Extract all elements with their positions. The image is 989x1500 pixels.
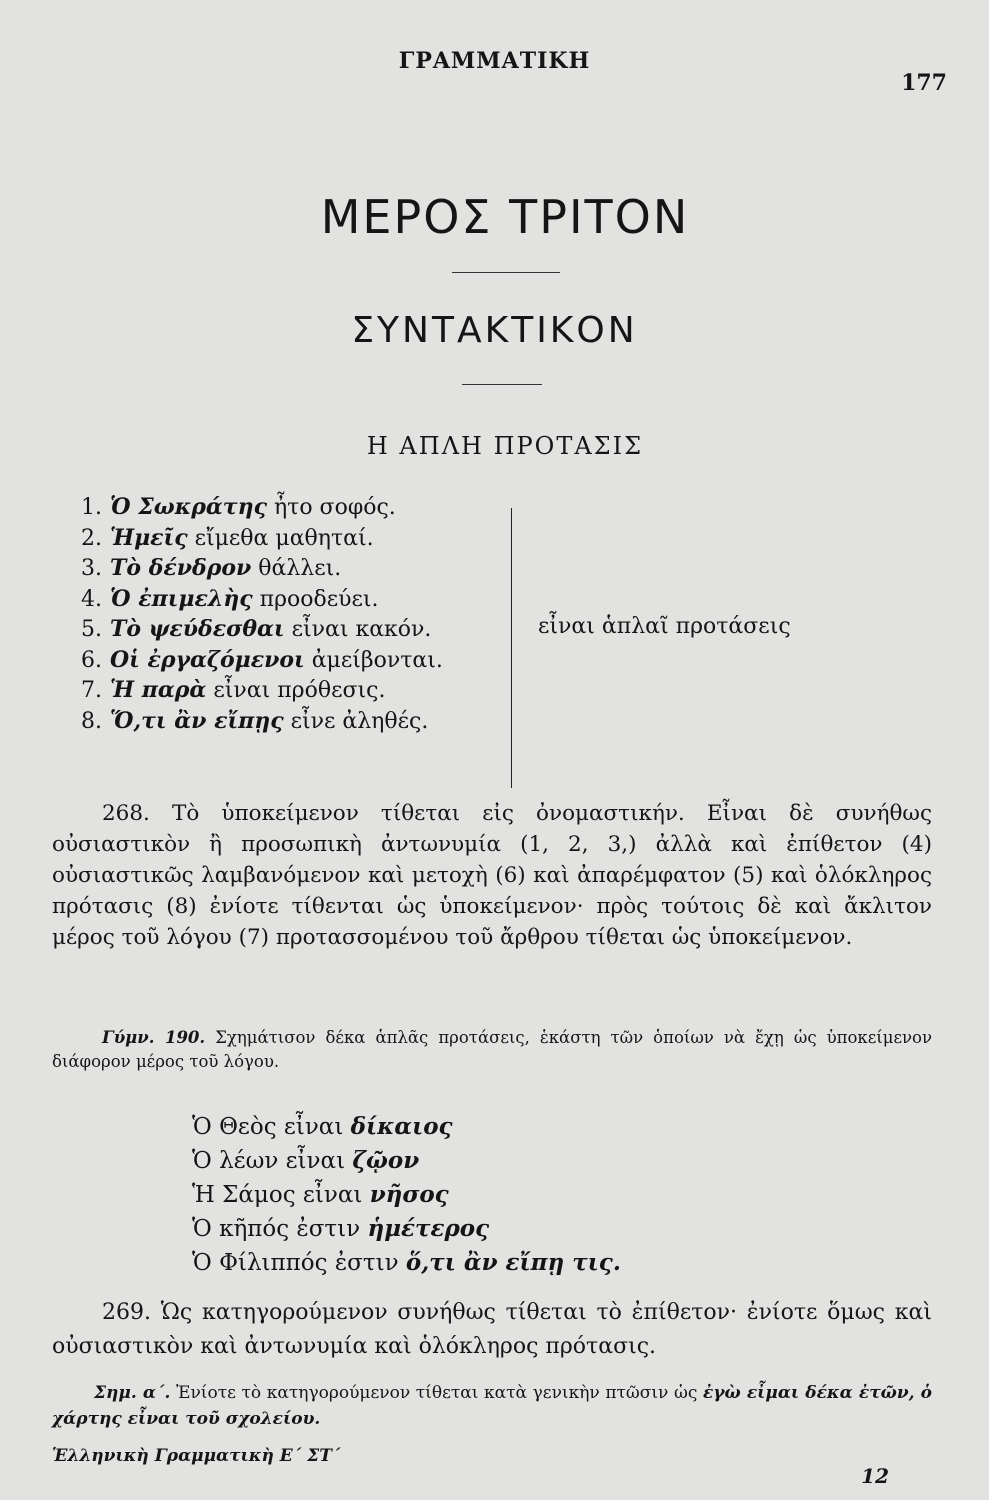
book-title-footer: Ἑλληνικὴ Γραμματικὴ Ε΄ ΣΤ΄ <box>52 1446 341 1466</box>
running-title: ΓΡΑΜΜΑΤΙΚΗ <box>398 48 591 74</box>
sub-title: ΣΥΝΤΑΚΤΙΚΟΝ <box>351 310 638 351</box>
list-item: 1. Ὁ Σωκράτης ἦτο σοφός. <box>81 494 396 520</box>
list-item: Ὁ Θεὸς εἶναι δίκαιος <box>192 1113 453 1140</box>
list-item: Ὁ Φίλιππός ἐστιν ὅ,τι ἂν εἴπῃ τις. <box>192 1249 621 1276</box>
section-title: Η ΑΠΛΗ ΠΡΟΤΑΣΙΣ <box>366 432 644 460</box>
example-list <box>70 492 443 736</box>
list-item: 2. Ἡμεῖς εἴμεθα μαθηταί. <box>81 524 374 551</box>
note-alpha: Σημ. α΄. Ἐνίοτε τὸ κατηγορούμενον τίθεται κατὰ γενικὴν πτῶσιν ὡς ἐγὼ εἶμαι δέκα ἐτῶν, ὁ χάρτης εἶναι τοῦ σχολείου. <box>52 1383 932 1429</box>
list-item: 3. Τὸ δένδρον θάλλει. <box>81 555 342 581</box>
paragraph-268: 268. Τὸ ὑποκείμενον τίθεται εἰς ὀνομαστικήν. Εἶναι δὲ συνήθως οὐσιαστικὸν ἢ προσωπικὴ ἀντωνυμία (1, 2, 3,) ἀλλὰ καὶ ἐπίθετον (4) οὐσιαστικῶς λαμβανόμενον καὶ μετοχὴ (6) καὶ ἀπαρέμφατον (5) καὶ ὁλόκληρος πρότασις (8) ἐνίοτε τίθενται ὡς ὑποκείμενον· πρὸς τούτοις δὲ καὶ ἄκλιτον μέρος τοῦ λόγου (7) προτασσομένου τοῦ ἄρθρου τίθεται ὡς ὑποκείμενον. <box>52 801 932 950</box>
list-item: 6. Οἱ ἐργαζόμενοι ἀμείβονται. <box>81 646 443 673</box>
bracket-line <box>511 508 512 788</box>
list-item: Ἡ Σάμος εἶναι νῆσος <box>192 1181 449 1208</box>
page-number: 177 <box>901 70 947 96</box>
bracket-note: εἶναι ἁπλαῖ προτάσεις <box>538 614 791 639</box>
part-title: ΜΕΡΟΣ ΤΡΙΤΟΝ <box>320 190 690 244</box>
signature-number: 12 <box>861 1464 889 1488</box>
list-item: 8. Ὅ,τι ἂν εἴπῃς εἶνε ἀληθές. <box>81 707 429 734</box>
paragraph-269: 269. Ὡς κατηγορούμενον συνήθως τίθεται τὸ ἐπίθετον· ἐνίοτε ὅμως καὶ οὐσιαστικὸν καὶ ἀντωνυμία καὶ ὁλόκληρος πρότασις. <box>52 1300 932 1359</box>
exercise-190: Γύμν. 190. Σχημάτισον δέκα ἁπλᾶς προτάσεις, ἑκάστη τῶν ὁποίων νὰ ἔχῃ ὡς ὑποκείμενον διάφορον μέρος τοῦ λόγου. <box>52 1028 932 1071</box>
predicate-examples <box>192 1110 621 1280</box>
divider-rule <box>452 272 560 273</box>
divider-rule <box>462 384 542 385</box>
list-item: Ὁ λέων εἶναι ζῷον <box>192 1147 420 1174</box>
list-item: 5. Τὸ ψεύδεσθαι εἶναι κακόν. <box>81 616 432 642</box>
list-item: Ὁ κῆπός ἐστιν ἡμέτερος <box>192 1215 490 1242</box>
list-item: 4. Ὁ ἐπιμελὴς προοδεύει. <box>81 585 379 612</box>
list-item: 7. Ἡ παρὰ εἶναι πρόθεσις. <box>81 677 386 703</box>
